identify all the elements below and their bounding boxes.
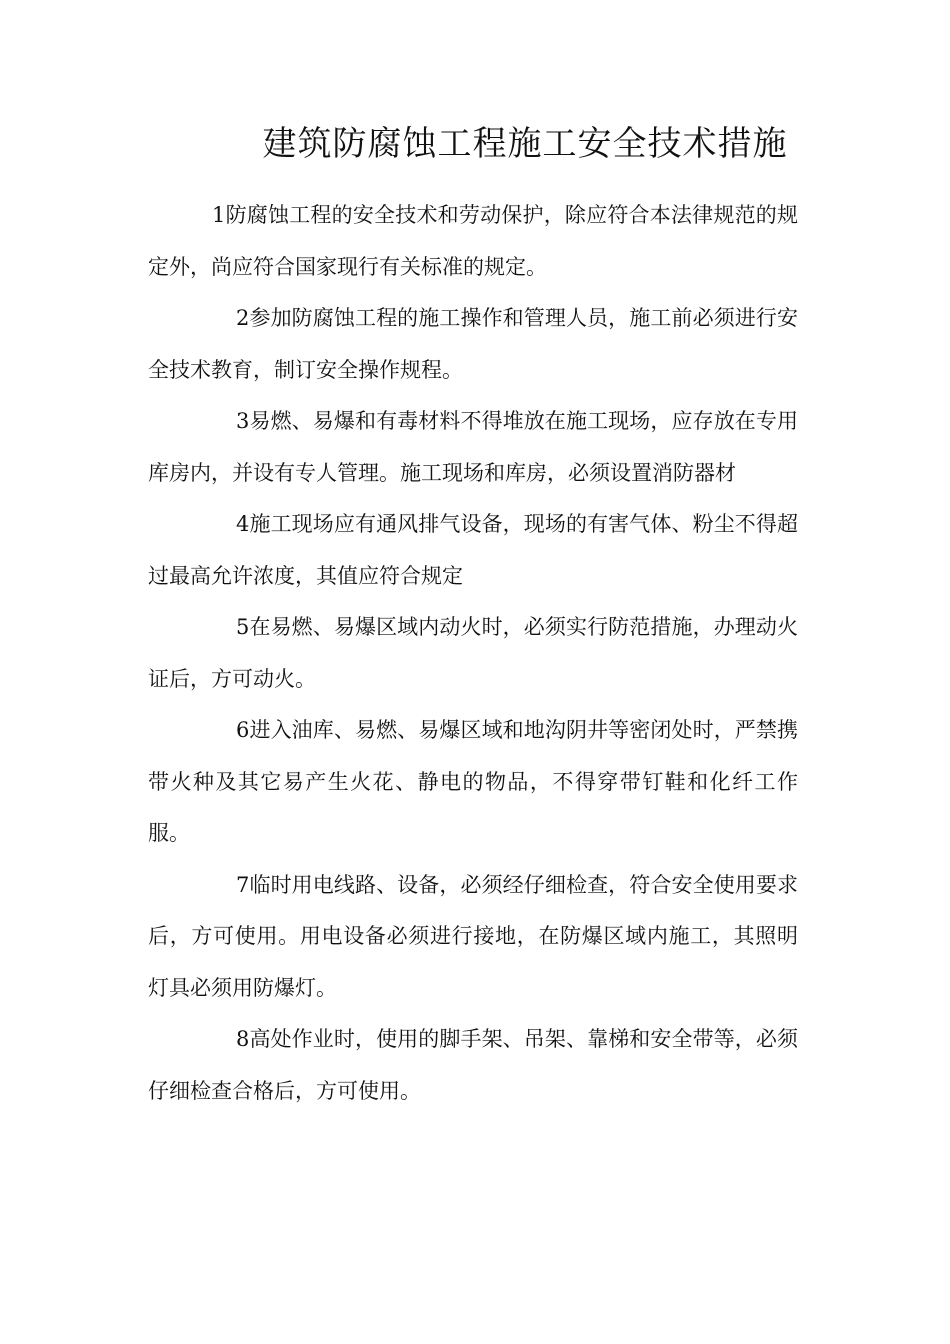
document-title: 建筑防腐蚀工程施工安全技术措施 — [262, 124, 788, 164]
document-body — [148, 190, 798, 1117]
paragraph-5: 5在易燃、易爆区域内动火时，必须实行防范措施，办理动火证后，方可动火。 — [148, 615, 798, 691]
paragraph-1: 1防腐蚀工程的安全技术和劳动保护，除应符合本法律规范的规定外，尚应符合国家现行有关标准的规定。 — [148, 203, 798, 279]
paragraph-8: 8高处作业时，使用的脚手架、吊架、靠梯和安全带等，必须仔细检查合格后，方可使用。 — [148, 1027, 798, 1103]
paragraph-7: 7临时用电线路、设备，必须经仔细检查，符合安全使用要求后，方可使用。用电设备必须进行接地，在防爆区域内施工，其照明灯具必须用防爆灯。 — [148, 872, 798, 1000]
paragraph-4: 4施工现场应有通风排气设备，现场的有害气体、粉尘不得超过最高允许浓度，其值应符合规定 — [148, 512, 798, 588]
paragraph-3: 3易燃、易爆和有毒材料不得堆放在施工现场，应存放在专用库房内，并设有专人管理。施工现场和库房，必须设置消防器材 — [148, 409, 798, 485]
paragraph-6: 6进入油库、易燃、易爆区域和地沟阴井等密闭处时，严禁携带火种及其它易产生火花、静电的物品，不得穿带钉鞋和化纤工作服。 — [148, 718, 798, 845]
paragraph-2: 2参加防腐蚀工程的施工操作和管理人员，施工前必须进行安全技术教育，制订安全操作规程。 — [148, 306, 798, 382]
